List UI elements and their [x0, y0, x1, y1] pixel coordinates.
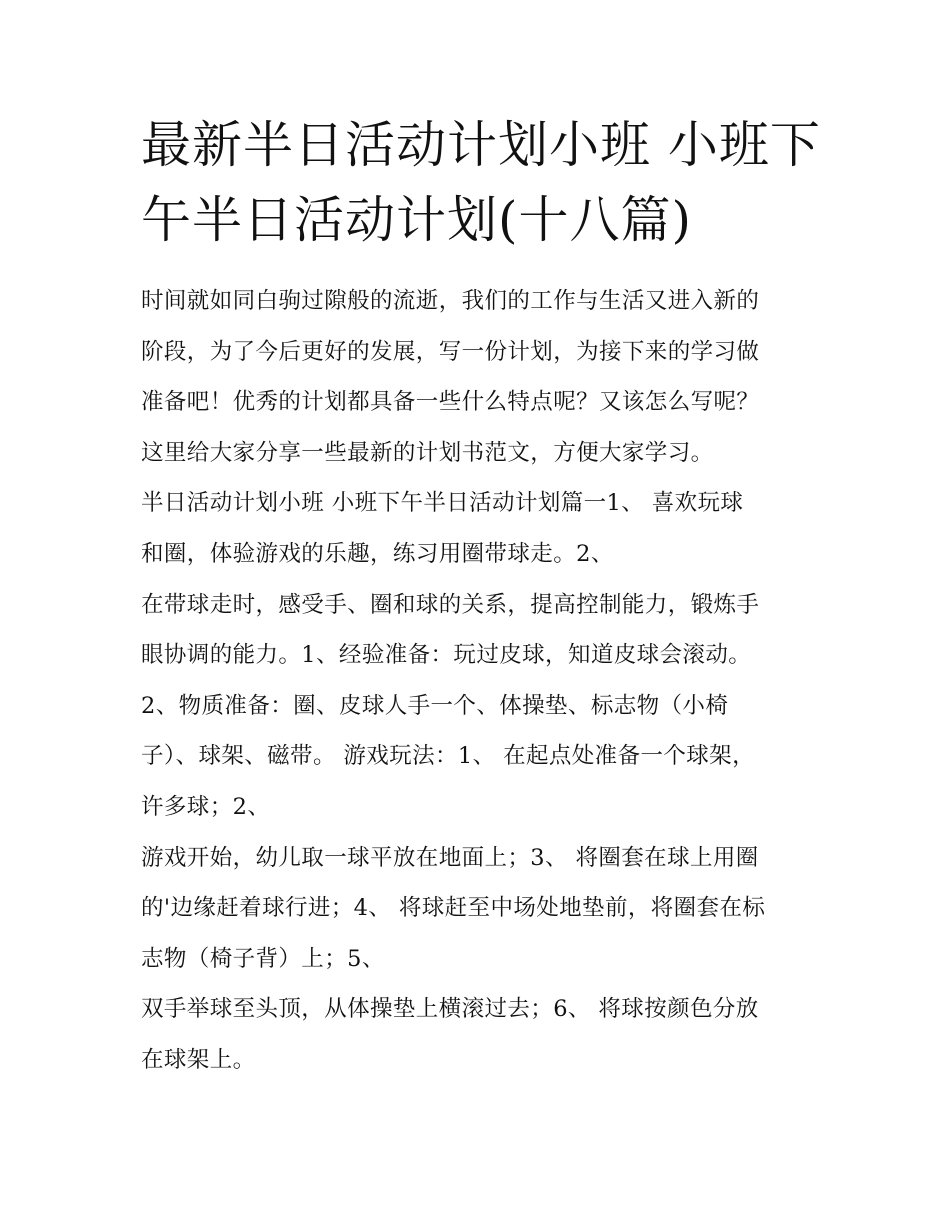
body-line: 许多球；2、: [141, 793, 271, 820]
document-title: [141, 108, 821, 258]
body-line: 的'边缘赶着球行进；4、 将球赶至中场处地垫前，将圈套在标: [141, 895, 766, 922]
body-line: 在球架上。: [141, 1046, 256, 1073]
body-line: 志物（椅子背）上；5、: [141, 945, 385, 972]
body-line: 双手举球至头顶，从体操垫上横滚过去；6、 将球按颜色分放: [141, 996, 759, 1023]
title-line-2: 午半日活动计划(十八篇): [141, 191, 693, 249]
body-line: 眼协调的能力。1、经验准备：玩过皮球，知道皮球会滚动。: [141, 642, 752, 669]
body-line: 游戏开始，幼儿取一球平放在地面上；3、 将圈套在球上用圈: [141, 844, 759, 871]
document-body: [141, 276, 821, 1086]
body-line: 准备吧！优秀的计划都具备一些什么特点呢？又该怎么写呢？: [141, 389, 760, 416]
title-line-1: 最新半日活动计划小班 小班下: [141, 116, 821, 174]
body-line: 时间就如同白驹过隙般的流逝，我们的工作与生活又进入新的: [141, 288, 760, 314]
body-line: 半日活动计划小班 小班下午半日活动计划篇一1、 喜欢玩球: [141, 490, 744, 517]
body-line: 2、物质准备：圈、皮球人手一个、体操垫、标志物（小椅: [141, 692, 729, 719]
body-line: 子）、球架、磁带。 游戏玩法：1、 在起点处准备一个球架，: [141, 743, 755, 770]
body-line: 在带球走时，感受手、圈和球的关系，提高控制能力，锻炼手: [141, 591, 760, 618]
body-line: 这里给大家分享一些最新的计划书范文，方便大家学习。: [141, 439, 714, 466]
body-line: 和圈，体验游戏的乐趣，练习用圈带球走。2、: [141, 540, 614, 567]
body-line: 阶段，为了今后更好的发展，写一份计划，为接下来的学习做: [141, 338, 760, 365]
